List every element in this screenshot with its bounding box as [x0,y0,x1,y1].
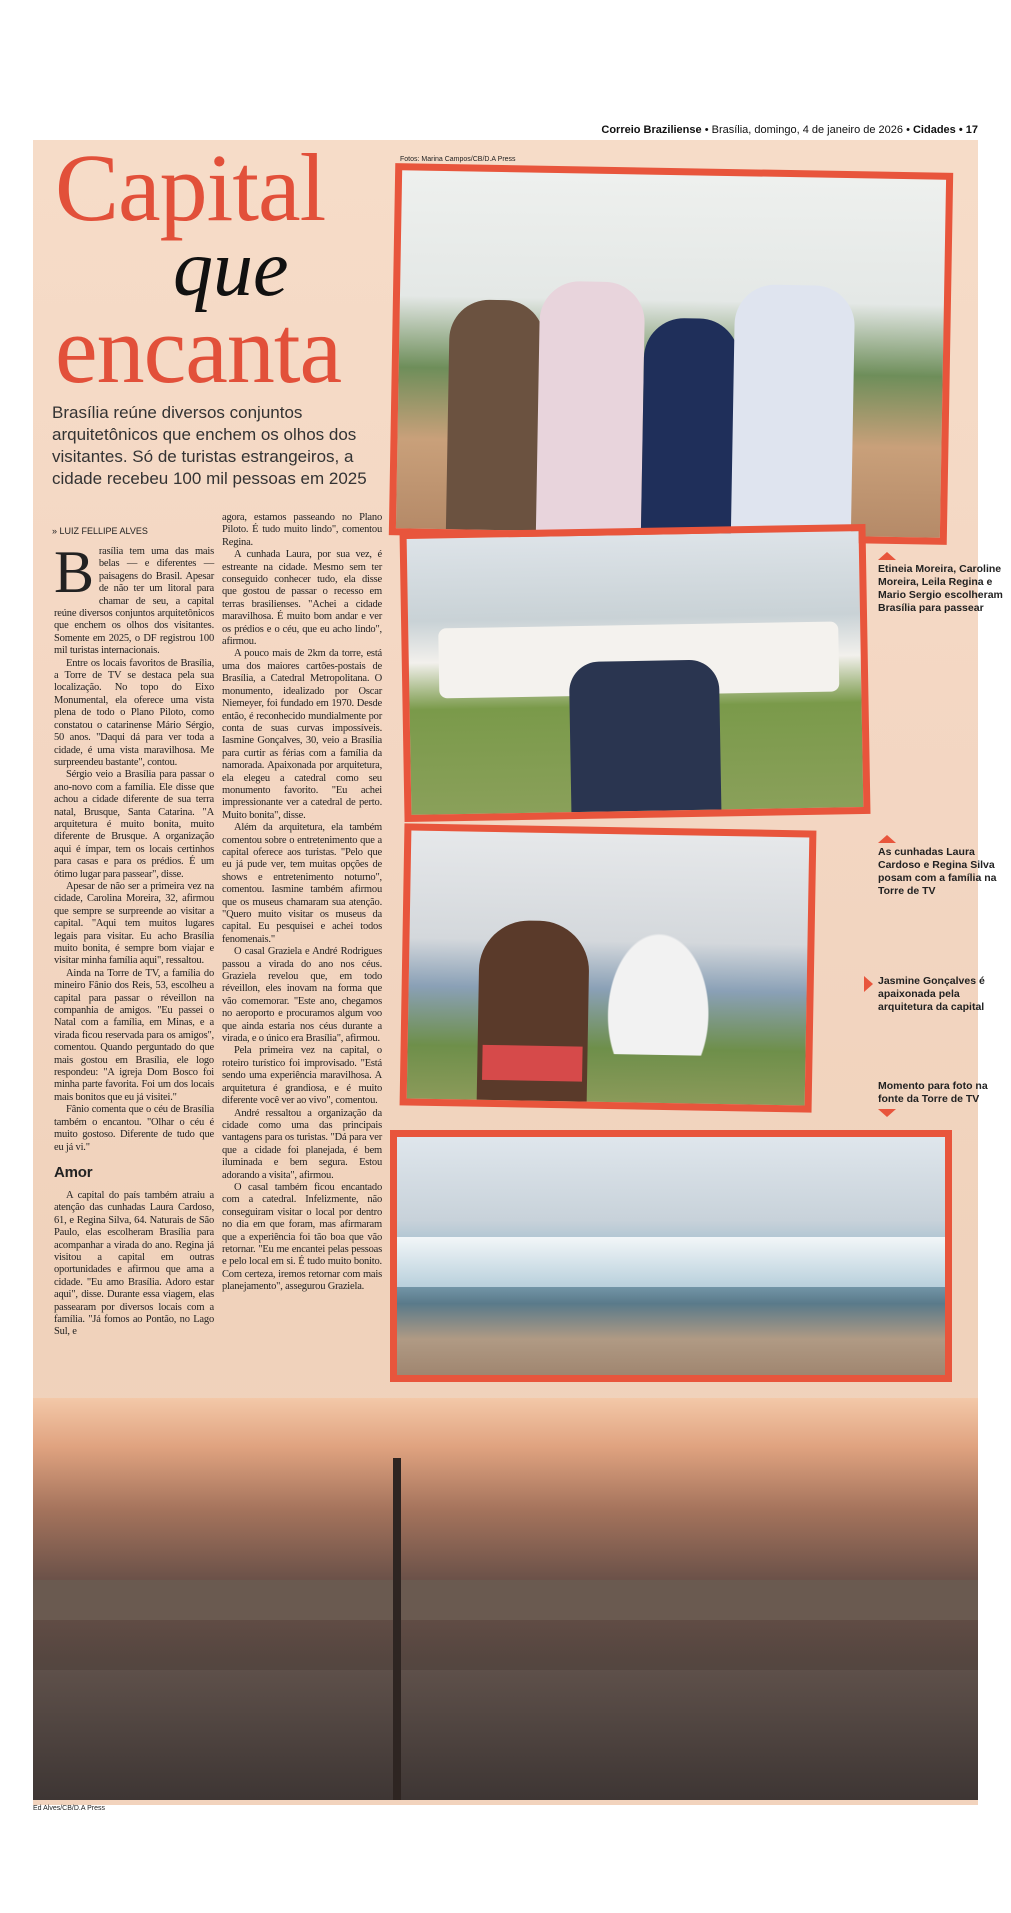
top-shape [482,1045,583,1082]
drop-cap: B [54,539,94,605]
person-figure [641,318,740,535]
paragraph: Pela primeira vez na capital, o roteiro turístico foi improvisado. "Está sendo uma experiência maravilhosa. A arquitetura é grandiosa, e é muito diferente você ver ao vivo", comentou. [222,1045,382,1107]
photo-caption [878,552,1003,615]
photo-eu-amo-brasilia-sign [400,524,871,822]
byline: » LUIZ FELLIPE ALVES [52,526,148,536]
deck-subtitle: Brasília reúne diversos conjuntos arquitetônicos que enchem os olhos dos visitantes. Só de turistas estrangeiros, a cidade recebeu 100 mil pessoas em 2025 [52,403,367,488]
caption-arrow-down-icon [878,1109,896,1117]
photo-credit: Fotos: Marina Campos/CB/D.A Press [400,156,516,163]
photo-caption [878,975,1003,1014]
dateline: • Brasília, domingo, 4 de janeiro de 2026 • [704,124,910,136]
caption-text: Momento para foto na fonte da Torre de TV [878,1080,988,1105]
ground-shape [33,1670,978,1800]
caption-text: As cunhadas Laura Cardoso e Regina Silva posam com a família na Torre de TV [878,846,997,897]
paragraph-text: rasília tem uma das mais belas — e diferentes — paisagens do Brasil. Apesar de não ter um litoral para chamar de seu, a capital reúne diversos conjuntos arquitetônicos que enchem os olhos dos visitantes. Somente em 2025, o DF registrou 100 mil turistas internacionais. [54,546,214,657]
caption-arrow-up-icon [878,835,896,843]
headline [55,134,385,403]
photo-sunset-eixo-monumental [33,1398,978,1800]
caption-text: Etineia Moreira, Caroline Moreira, Leila Regina e Mario Sergio escolheram Brasília para passear [878,563,1003,614]
paragraph: O casal Graziela e André Rodrigues passou a virada do ano nos céus. Graziela revelou que, em todo réveillon, eles inovam na forma que vão comemorar. "Este ano, chegamos no aeroporto e procuramos algum voo que ainda estaria nos céus durante a virada, e o único era Brasília", afirmou. [222,946,382,1045]
cathedral-shape [558,853,761,1056]
photo-credit: Ed Alves/CB/D.A Press [33,1805,105,1812]
caption-arrow-up-icon [878,552,896,560]
photo-cathedral [400,823,817,1112]
paragraph: André ressaltou a organização da cidade como uma das principais vantagens para os turistas. "Dá para ver que a cidade foi planejada, é bem iluminada e bem segura. Estou adorando a visita", afirmou. [222,1107,382,1181]
paragraph: O casal também ficou encantado com a catedral. Infelizmente, não conseguiram visitar o local por dentro no dia em que foram, mas afirmaram que a experiência foi tão boa que vão retornar. "Eu me encantei pelas pessoas e pelo local em si. É tudo muito bonito. Com certeza, iremos retornar com mais planejamento", assegurou Graziela. [222,1181,382,1293]
section-name: Cidades [912,124,956,136]
paragraph [54,539,214,658]
fountain-shape [397,1237,945,1287]
paragraph: agora, estamos passeando no Plano Piloto. É tudo muito lindo", comentou Regina. [222,512,382,548]
paragraph: Além da arquitetura, ela também comentou sobre o entretenimento que a capital oferece aos turistas. "Pelo que eu já pude ver, tem muitas opções de shows e entretenimento noturno", comentou. Iasmine também afirmou que os museus chamaram sua atenção. "Quero muito visitar os museus da capital. Eu pesquisei e achei todos fenomenais." [222,822,382,945]
paragraph: A capital do país também atraiu a atenção das cunhadas Laura Cardoso, 61, e Regina Silva, 64. Naturais de São Paulo, elas escolheram Brasília para acompanhar a virada do ano. Regina já visitou a capital em outras oportunidades e afirmou que ama a cidade. "Eu amo Brasília. Adoro estar aqui", disse. Durante essa viagem, elas passearam por diversos locais com a família. "Já fomos ao Pontão, no Lago Sul, e [54,1189,214,1338]
photo-family-stadium [389,163,953,545]
group-figure [569,660,722,813]
photo-caption [878,1080,1003,1117]
photo-caption [878,835,1003,898]
paragraph: A pouco mais de 2km da torre, está uma dos maiores cartões-postais de Brasília, a Catedral Metropolitana. O monumento, idealizado por Oscar Niemeyer, foi fundado em 1970. Desde então, é reconhecido mundialmente por conta de suas curvas impossíveis. Iasmine Gonçalves, 30, veio a Brasília para curtir as férias com a família da namorada. Apaixonada por arquitetura, ela elegeu a catedral como seu monumento favorito. "Eu achei impressionante ver a catedral de perto. Muito bonita", disse. [222,648,382,821]
paragraph: Fânio comenta que o céu de Brasília também o encantou. "Olhar o céu é muito gostoso. Diferente de tudo que eu já vi." [54,1104,214,1153]
caption-text: Jasmine Gonçalves é apaixonada pela arquitetura da capital [878,975,985,1013]
headline-line-1: Capital [55,134,326,241]
person-figure [731,284,855,536]
caption-arrow-left-icon [864,976,873,992]
article-column-1 [54,539,214,1339]
headline-line-2: que [173,225,289,313]
newspaper-name: Correio Braziliense [601,124,702,136]
page-header [601,124,978,136]
paragraph: Ainda na Torre de TV, a família do mineiro Fânio dos Reis, 53, escolheu a capital para passar o réveillon na companhia de amigos. "Eu passei o Natal com a família, em Minas, e a virada ficou reservada para os amigos", comentou. Quando perguntado do que mais gostou em Brasília, ele logo respondeu: "A igreja Dom Bosco foi minha parte favorita. Foi um dos locais mais bonitos que eu já visitei." [54,967,214,1103]
person-figure [446,299,545,531]
page-number: • 17 [958,124,978,136]
horizon-shape [33,1580,978,1620]
paragraph: Apesar de não ser a primeira vez na cidade, Carolina Moreira, 32, afirmou que sempre se surpreende ao visitar a capital. "Aqui tem muitos lugares legais para visitar. Eu acho Brasília muito bonita, é sempre bom viajar e visitar minha família aqui", ressaltou. [54,880,214,967]
article-column-2 [222,512,382,1294]
person-figure [536,281,645,533]
paragraph: Sérgio veio a Brasília para passar o ano-novo com a família. Ele disse que achou a cidade diferente de sua terra natal, Brusque, Santa Catarina. "A arquitetura é muito bonita, muito diferente de Brusque. A organização aqui é ímpar, tem os locais certinhos para casas e para os prédios. É um ótimo lugar para passear", disse. [54,769,214,880]
tower-shape [393,1458,401,1800]
photo-tv-tower-fountain [390,1130,952,1382]
paragraph: Entre os locais favoritos de Brasília, a Torre de TV se destaca pela sua localização. No topo do Eixo Monumental, ela oferece uma vista plena de todo o Plano Piloto, como constatou o catarinense Mário Sérgio, 50 anos. "Daqui dá para ver toda a cidade, é uma vista maravilhosa. Me surpreendeu bastante", contou. [54,657,214,768]
paragraph: A cunhada Laura, por sua vez, é estreante na cidade. Mesmo sem ter conseguido conhecer tudo, ela disse que gostou de passar o recesso em terras brasilienses. "Achei a cidade maravilhosa. É muito bom andar e ver os prédios e o céu, que eu acho lindo", afirmou. [222,549,382,648]
headline-line-3: encanta [55,296,342,403]
subheading: Amor [54,1163,93,1181]
